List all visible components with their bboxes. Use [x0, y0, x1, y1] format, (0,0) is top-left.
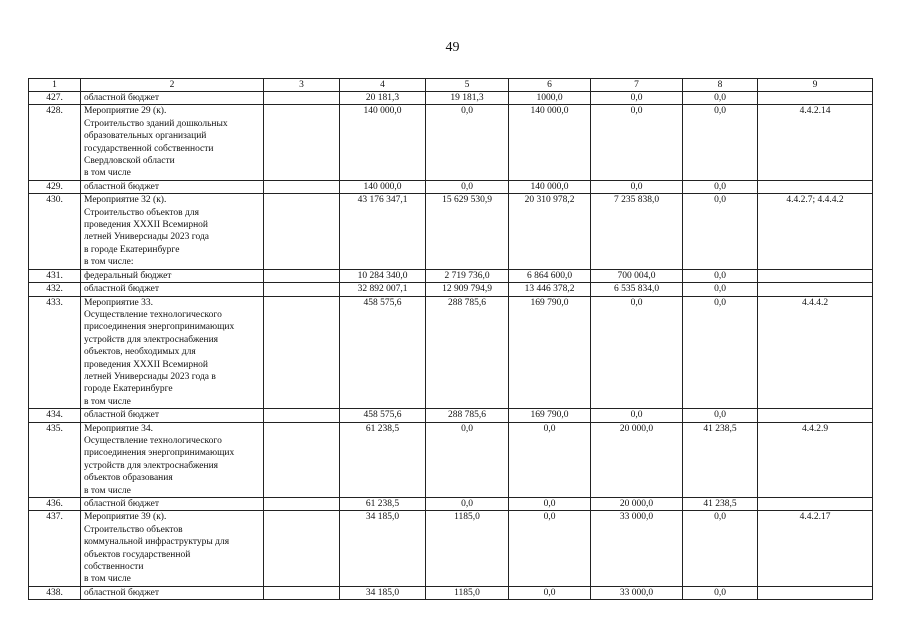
header-cell: 6: [509, 79, 591, 92]
row-name-line: объектов, необходимых для: [84, 347, 196, 358]
row-code-cell: [758, 283, 873, 296]
table-row: [29, 105, 873, 180]
row-value-cell-c4: 140 000,0: [340, 180, 426, 193]
row-code-cell: [758, 269, 873, 282]
row-value-cell-c6: 0,0: [509, 422, 591, 497]
table-row: [29, 180, 873, 193]
row-code-cell: 4.4.2.7; 4.4.4.2: [758, 194, 873, 269]
row-name-line: собственности: [84, 562, 144, 573]
row-value-cell-c6: 140 000,0: [509, 180, 591, 193]
row-value-cell-c4: 458 575,6: [340, 296, 426, 409]
row-name-line: Осуществление технологического: [84, 309, 222, 320]
row-name-line: в том числе: [84, 168, 131, 179]
row-name-cell: [81, 422, 264, 497]
row-number-cell: 428.: [29, 105, 81, 180]
row-name-line: государственной собственности: [84, 143, 214, 154]
row-value-cell-c3: [264, 586, 340, 599]
row-name-line: присоединения энергопринимающих: [84, 322, 235, 333]
row-value-cell-c6: 169 790,0: [509, 409, 591, 422]
row-value-cell-c4: 10 284 340,0: [340, 269, 426, 282]
row-value-cell-c8: 0,0: [683, 409, 758, 422]
row-name-cell: [81, 269, 264, 282]
row-code-cell: [758, 498, 873, 511]
row-name-line: Мероприятие 39 (к).: [84, 512, 167, 523]
row-name-line: в том числе: [84, 485, 131, 496]
row-code-cell: 4.4.4.2: [758, 296, 873, 409]
row-number-cell: 437.: [29, 511, 81, 586]
row-name-line: коммунальной инфраструктуры для: [84, 537, 230, 548]
row-value-cell-c7: 20 000,0: [591, 422, 683, 497]
row-name-line: устройств для электроснабжения: [84, 460, 219, 471]
row-value-cell-c8: 41 238,5: [683, 498, 758, 511]
header-cell: 4: [340, 79, 426, 92]
table-header-row: [29, 79, 873, 92]
row-name-line: Мероприятие 32 (к).: [84, 195, 167, 206]
header-cell: 8: [683, 79, 758, 92]
row-value-cell-c5: 0,0: [426, 498, 509, 511]
row-value-cell-c4: 61 238,5: [340, 498, 426, 511]
row-value-cell-c6: 169 790,0: [509, 296, 591, 409]
row-value-cell-c6: 6 864 600,0: [509, 269, 591, 282]
row-value-cell-c4: 43 176 347,1: [340, 194, 426, 269]
row-value-cell-c3: [264, 498, 340, 511]
row-value-cell-c4: 34 185,0: [340, 586, 426, 599]
row-name-line: летней Универсиады 2023 года: [84, 232, 209, 243]
header-cell: 5: [426, 79, 509, 92]
row-value-cell-c5: 1185,0: [426, 511, 509, 586]
row-name-line: образовательных организаций: [84, 131, 207, 142]
table-row: [29, 194, 873, 269]
row-name-line: областной бюджет: [84, 410, 160, 421]
row-value-cell-c5: 15 629 530,9: [426, 194, 509, 269]
row-number-cell: 436.: [29, 498, 81, 511]
row-name-line: областной бюджет: [84, 499, 160, 509]
row-name-line: в том числе:: [84, 257, 134, 268]
row-name-cell: [81, 105, 264, 180]
row-number-cell: 431.: [29, 269, 81, 282]
row-value-cell-c7: 0,0: [591, 92, 683, 105]
row-name-cell: [81, 498, 264, 511]
row-value-cell-c7: 0,0: [591, 180, 683, 193]
row-value-cell-c6: 20 310 978,2: [509, 194, 591, 269]
page-number: 49: [445, 40, 460, 55]
row-value-cell-c5: 288 785,6: [426, 296, 509, 409]
row-number-cell: 430.: [29, 194, 81, 269]
row-code-cell: 4.4.2.14: [758, 105, 873, 180]
row-name-line: Мероприятие 34.: [84, 423, 154, 434]
row-value-cell-c4: 458 575,6: [340, 409, 426, 422]
row-name-cell: [81, 511, 264, 586]
row-value-cell-c5: 0,0: [426, 180, 509, 193]
table-row: [29, 422, 873, 497]
header-cell: 3: [264, 79, 340, 92]
row-value-cell-c6: 1000,0: [509, 92, 591, 105]
row-value-cell-c7: 700 004,0: [591, 269, 683, 282]
row-value-cell-c8: 41 238,5: [683, 422, 758, 497]
row-name-line: объектов образования: [84, 473, 173, 484]
row-value-cell-c5: 1185,0: [426, 586, 509, 599]
row-value-cell-c3: [264, 269, 340, 282]
row-value-cell-c6: 140 000,0: [509, 105, 591, 180]
row-value-cell-c6: 0,0: [509, 511, 591, 586]
row-value-cell-c3: [264, 194, 340, 269]
row-name-line: присоединения энергопринимающих: [84, 448, 235, 459]
table-row: [29, 498, 873, 511]
row-name-line: Мероприятие 29 (к).: [84, 106, 167, 117]
table-row: [29, 296, 873, 409]
table-row: [29, 92, 873, 105]
row-value-cell-c7: 0,0: [591, 105, 683, 180]
row-name-cell: [81, 296, 264, 409]
row-value-cell-c8: 0,0: [683, 586, 758, 599]
row-value-cell-c4: 20 181,3: [340, 92, 426, 105]
row-number-cell: 435.: [29, 422, 81, 497]
row-code-cell: [758, 180, 873, 193]
row-name-cell: [81, 194, 264, 269]
row-value-cell-c7: 33 000,0: [591, 511, 683, 586]
row-name-line: проведения XXXII Всемирной: [84, 220, 209, 231]
row-number-cell: 433.: [29, 296, 81, 409]
row-value-cell-c7: 33 000,0: [591, 586, 683, 599]
row-value-cell-c5: 12 909 794,9: [426, 283, 509, 296]
header-cell: 2: [81, 79, 264, 92]
row-name-line: Свердловской области: [84, 156, 175, 167]
header-cell: 1: [29, 79, 81, 92]
row-name-line: областной бюджет: [84, 284, 160, 295]
row-value-cell-c4: 34 185,0: [340, 511, 426, 586]
row-value-cell-c5: 0,0: [426, 105, 509, 180]
row-value-cell-c8: 0,0: [683, 180, 758, 193]
row-name-line: объектов государственной: [84, 549, 191, 560]
row-name-line: федеральный бюджет: [84, 270, 172, 281]
row-value-cell-c4: 140 000,0: [340, 105, 426, 180]
row-value-cell-c3: [264, 296, 340, 409]
row-number-cell: 429.: [29, 180, 81, 193]
row-value-cell-c3: [264, 422, 340, 497]
table-row: [29, 269, 873, 282]
row-value-cell-c8: 0,0: [683, 269, 758, 282]
row-name-line: областной бюджет: [84, 93, 160, 103]
row-value-cell-c5: 19 181,3: [426, 92, 509, 105]
row-name-line: в городе Екатеринбурге: [84, 244, 180, 255]
row-number-cell: 434.: [29, 409, 81, 422]
table-row: [29, 586, 873, 599]
row-value-cell-c4: 32 892 007,1: [340, 283, 426, 296]
row-value-cell-c7: 6 535 834,0: [591, 283, 683, 296]
header-cell: 7: [591, 79, 683, 92]
row-number-cell: 427.: [29, 92, 81, 105]
row-name-cell: [81, 283, 264, 296]
row-code-cell: [758, 92, 873, 105]
row-name-line: городе Екатеринбурге: [84, 384, 173, 395]
row-name-line: Осуществление технологического: [84, 435, 222, 446]
row-value-cell-c7: 20 000,0: [591, 498, 683, 511]
row-name-line: устройств для электроснабжения: [84, 334, 219, 345]
row-name-cell: [81, 180, 264, 193]
row-value-cell-c3: [264, 511, 340, 586]
row-value-cell-c8: 0,0: [683, 296, 758, 409]
row-value-cell-c4: 61 238,5: [340, 422, 426, 497]
row-code-cell: [758, 586, 873, 599]
row-value-cell-c7: 7 235 838,0: [591, 194, 683, 269]
row-name-line: Строительство объектов: [84, 524, 183, 535]
row-name-line: в том числе: [84, 396, 131, 407]
row-value-cell-c6: 13 446 378,2: [509, 283, 591, 296]
row-number-cell: 432.: [29, 283, 81, 296]
row-value-cell-c7: 0,0: [591, 409, 683, 422]
row-value-cell-c8: 0,0: [683, 105, 758, 180]
row-name-line: летней Универсиады 2023 года в: [84, 371, 216, 382]
row-value-cell-c7: 0,0: [591, 296, 683, 409]
row-value-cell-c6: 0,0: [509, 586, 591, 599]
row-value-cell-c5: 0,0: [426, 422, 509, 497]
row-value-cell-c3: [264, 105, 340, 180]
row-value-cell-c5: 288 785,6: [426, 409, 509, 422]
row-code-cell: 4.4.2.17: [758, 511, 873, 586]
row-name-line: проведения XXXII Всемирной: [84, 359, 209, 370]
row-value-cell-c3: [264, 92, 340, 105]
row-code-cell: 4.4.2.9: [758, 422, 873, 497]
row-name-cell: [81, 92, 264, 105]
row-value-cell-c3: [264, 283, 340, 296]
table-row: [29, 511, 873, 586]
row-name-line: Мероприятие 33.: [84, 297, 154, 308]
row-value-cell-c8: 0,0: [683, 194, 758, 269]
row-code-cell: [758, 409, 873, 422]
row-value-cell-c8: 0,0: [683, 283, 758, 296]
row-value-cell-c5: 2 719 736,0: [426, 269, 509, 282]
row-value-cell-c3: [264, 180, 340, 193]
row-name-line: областной бюджет: [84, 181, 160, 192]
budget-table: [28, 78, 873, 600]
row-name-line: областной бюджет: [84, 587, 160, 598]
row-name-line: в том числе: [84, 574, 131, 585]
row-name-cell: [81, 409, 264, 422]
header-cell: 9: [758, 79, 873, 92]
table-row: [29, 409, 873, 422]
row-value-cell-c3: [264, 409, 340, 422]
row-name-cell: [81, 586, 264, 599]
table-row: [29, 283, 873, 296]
row-value-cell-c6: 0,0: [509, 498, 591, 511]
row-name-line: Строительство объектов для: [84, 207, 199, 218]
row-number-cell: 438.: [29, 586, 81, 599]
row-value-cell-c8: 0,0: [683, 511, 758, 586]
row-value-cell-c8: 0,0: [683, 92, 758, 105]
row-name-line: Строительство зданий дошкольных: [84, 118, 228, 129]
